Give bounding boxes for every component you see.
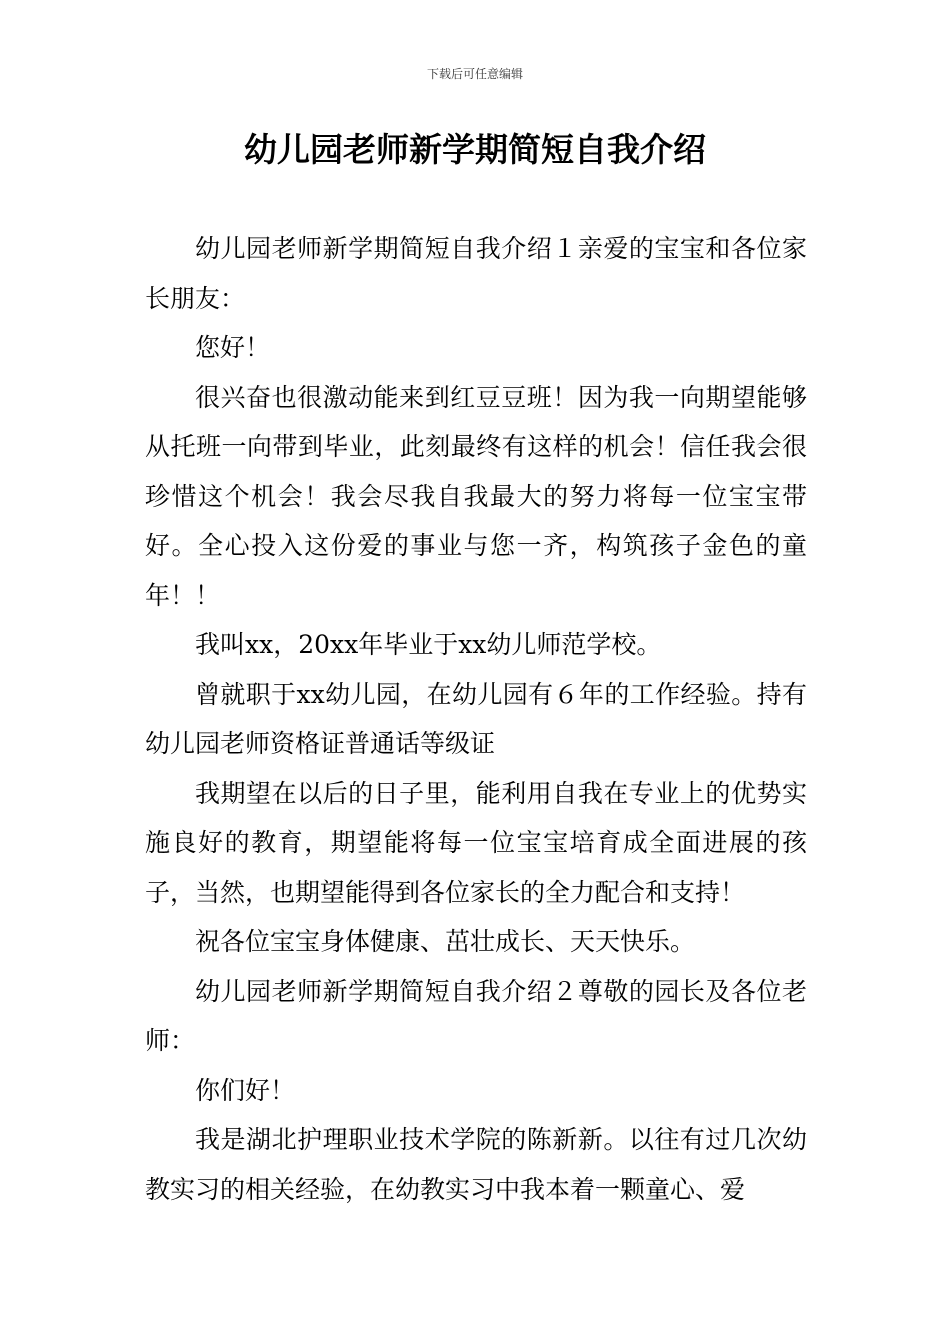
document-title: 幼儿园老师新学期简短自我介绍 [244, 130, 706, 169]
paragraph: 幼儿园老师新学期简短自我介绍１亲爱的宝宝和各位家长朋友： [145, 234, 807, 313]
paragraph: 祝各位宝宝身体健康、茁壮成长、天天快乐。 [195, 927, 696, 956]
paragraph: 幼儿园老师新学期简短自我介绍２尊敬的园长及各位老师： [145, 976, 807, 1055]
paragraph: 我期望在以后的日子里，能利用自我在专业上的优势实施良好的教育，期望能将每一位宝宝培育成全面进展的孩子，当然，也期望能得到各位家长的全力配合和支持！ [145, 778, 807, 907]
paragraph: 我是湖北护理职业技术学院的陈新新。以往有过几次幼教实习的相关经验，在幼教实习中我本着一颗童心、爱 [145, 1125, 807, 1204]
paragraph: 你们好！ [195, 1075, 296, 1105]
paragraph: 我叫xx，20xx年毕业于xx幼儿师范学校。 [195, 630, 662, 659]
paragraph: 很兴奋也很激动能来到红豆豆班！因为我一向期望能够从托班一向带到毕业，此刻最终有这样的机会！信任我会很珍惜这个机会！我会尽我自我最大的努力将每一位宝宝带好。全心投入这份爱的事业与您一齐，构筑孩子金色的童年！！ [145, 382, 807, 610]
header-note: 下载后可任意编辑 [426, 67, 523, 81]
document-body [145, 224, 807, 1214]
paragraph: 曾就职于xx幼儿园，在幼儿园有６年的工作经验。持有幼儿园老师资格证普通话等级证 [145, 679, 807, 758]
paragraph: 您好！ [195, 333, 271, 362]
